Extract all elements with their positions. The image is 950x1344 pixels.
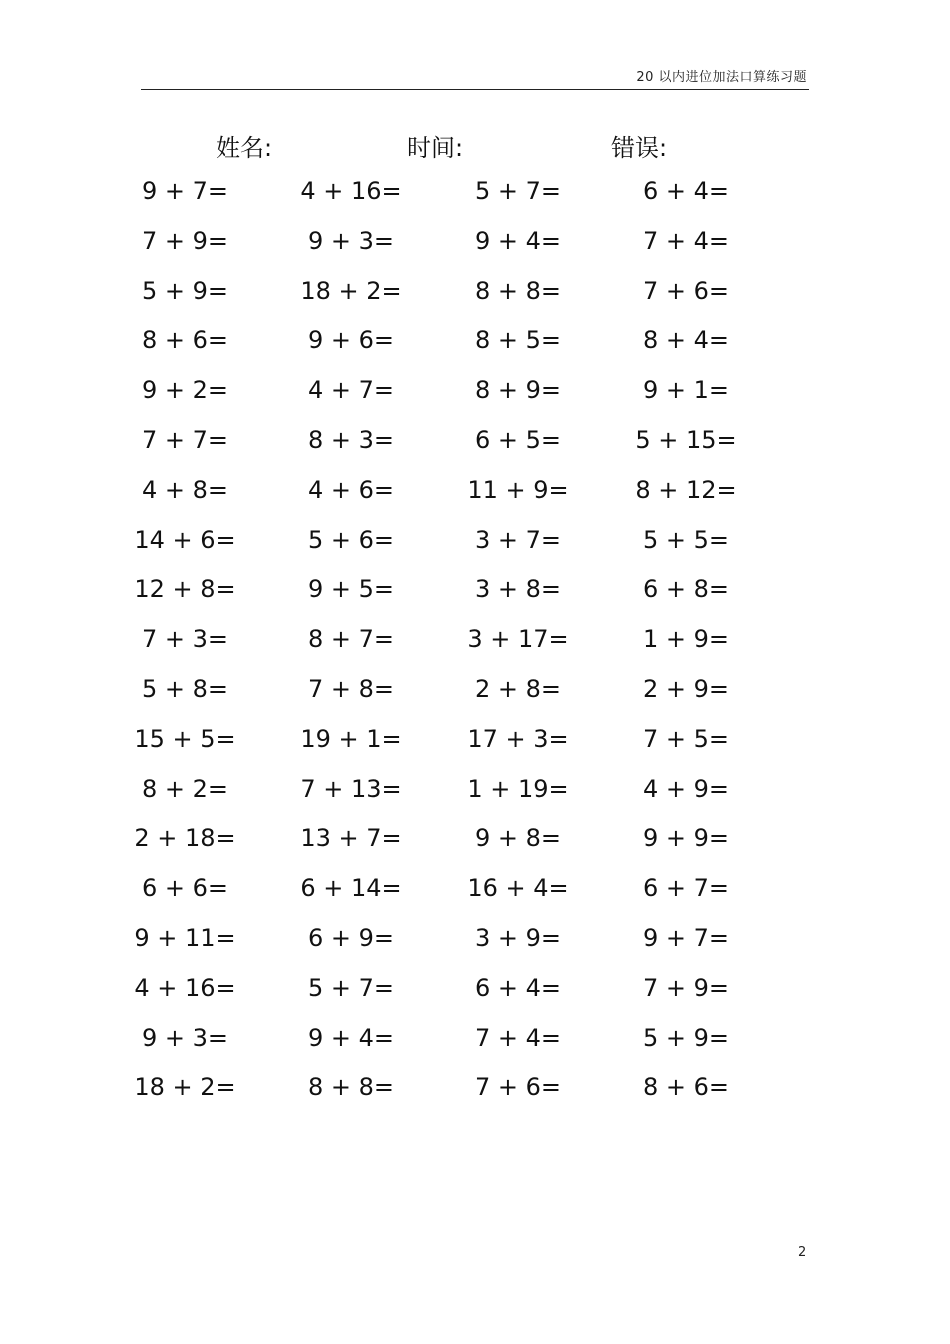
problem-item: 6 + 4= — [642, 177, 729, 205]
problem-row — [0, 669, 950, 719]
page-header-title: 20 以内进位加法口算练习题 — [636, 70, 807, 85]
problem-row — [0, 619, 950, 669]
errors-label: 错误: — [611, 134, 668, 162]
problem-item: 7 + 5= — [642, 724, 729, 753]
problem-row — [0, 868, 950, 918]
problem-item: 9 + 5= — [307, 575, 394, 604]
problem-item: 2 + 18= — [134, 824, 236, 853]
problem-item: 4 + 6= — [307, 475, 394, 504]
problem-item: 4 + 16= — [134, 973, 236, 1002]
problem-item: 3 + 17= — [467, 625, 569, 654]
problem-item: 4 + 8= — [141, 475, 228, 504]
problem-item: 9 + 7= — [141, 177, 228, 205]
name-label: 姓名: — [216, 134, 273, 162]
problem-item: 9 + 4= — [307, 1023, 394, 1052]
problem-item: 5 + 6= — [307, 525, 394, 554]
problem-item: 5 + 9= — [141, 276, 228, 305]
problem-row — [0, 520, 950, 570]
problem-item: 9 + 4= — [474, 226, 561, 255]
problem-item: 7 + 9= — [141, 226, 228, 255]
problem-item: 19 + 1= — [300, 724, 402, 753]
problem-item: 9 + 8= — [474, 824, 561, 853]
problem-item: 5 + 7= — [307, 973, 394, 1002]
problem-row — [0, 171, 950, 221]
problem-item: 8 + 6= — [642, 1073, 729, 1102]
problem-item: 4 + 9= — [642, 774, 729, 803]
problem-item: 6 + 14= — [300, 874, 402, 903]
problem-item: 5 + 9= — [642, 1023, 729, 1052]
problem-row — [0, 769, 950, 819]
problem-item: 11 + 9= — [467, 475, 569, 504]
problem-item: 8 + 12= — [635, 475, 737, 504]
problem-item: 8 + 8= — [474, 276, 561, 305]
problem-row — [0, 1018, 950, 1068]
problem-item: 8 + 4= — [642, 326, 729, 355]
problem-item: 4 + 16= — [300, 177, 402, 205]
problem-item: 18 + 2= — [300, 276, 402, 305]
problem-item: 9 + 6= — [307, 326, 394, 355]
problem-item: 9 + 9= — [642, 824, 729, 853]
problem-row — [0, 968, 950, 1018]
problem-item: 9 + 1= — [642, 376, 729, 405]
problem-item: 12 + 8= — [134, 575, 236, 604]
problem-item: 1 + 19= — [467, 774, 569, 803]
problem-row — [0, 320, 950, 370]
problem-item: 8 + 8= — [307, 1073, 394, 1102]
problem-item: 5 + 5= — [642, 525, 729, 554]
problem-item: 17 + 3= — [467, 724, 569, 753]
problem-item: 8 + 2= — [141, 774, 228, 803]
problem-item: 7 + 8= — [307, 674, 394, 703]
problem-item: 7 + 6= — [642, 276, 729, 305]
problem-item: 7 + 4= — [474, 1023, 561, 1052]
problem-item: 6 + 8= — [642, 575, 729, 604]
problem-row — [0, 818, 950, 868]
problem-item: 6 + 9= — [307, 923, 394, 952]
problem-item: 7 + 4= — [642, 226, 729, 255]
problem-item: 3 + 7= — [474, 525, 561, 554]
problem-item: 9 + 7= — [642, 923, 729, 952]
problem-item: 6 + 5= — [474, 425, 561, 454]
problem-row — [0, 470, 950, 520]
problem-item: 8 + 7= — [307, 625, 394, 654]
problem-item: 16 + 4= — [467, 874, 569, 903]
problem-item: 8 + 6= — [141, 326, 228, 355]
problem-item: 2 + 9= — [642, 674, 729, 703]
problem-item: 8 + 9= — [474, 376, 561, 405]
problem-item: 7 + 6= — [474, 1073, 561, 1102]
problem-row — [0, 719, 950, 769]
problem-item: 9 + 11= — [134, 923, 236, 952]
problem-row — [0, 370, 950, 420]
problem-item: 6 + 7= — [642, 874, 729, 903]
problem-item: 15 + 5= — [134, 724, 236, 753]
problem-item: 1 + 9= — [642, 625, 729, 654]
problem-row — [0, 569, 950, 619]
problem-item: 13 + 7= — [300, 824, 402, 853]
problem-item: 7 + 9= — [642, 973, 729, 1002]
problem-item: 9 + 3= — [141, 1023, 228, 1052]
problem-item: 7 + 3= — [141, 625, 228, 654]
problem-item: 7 + 7= — [141, 425, 228, 454]
problem-item: 3 + 9= — [474, 923, 561, 952]
problem-item: 14 + 6= — [134, 525, 236, 554]
problem-item: 6 + 6= — [141, 874, 228, 903]
problem-item: 3 + 8= — [474, 575, 561, 604]
time-label: 时间: — [407, 134, 464, 162]
problem-item: 18 + 2= — [134, 1073, 236, 1102]
problem-item: 8 + 5= — [474, 326, 561, 355]
problem-row — [0, 420, 950, 470]
problem-row — [0, 221, 950, 271]
problem-item: 5 + 15= — [635, 425, 737, 454]
problem-item: 5 + 7= — [474, 177, 561, 205]
header-divider — [141, 89, 809, 90]
problem-item: 9 + 2= — [141, 376, 228, 405]
problem-grid — [0, 171, 950, 1117]
problem-row — [0, 918, 950, 968]
problem-item: 4 + 7= — [307, 376, 394, 405]
problem-item: 5 + 8= — [141, 674, 228, 703]
page-number: 2 — [798, 1245, 807, 1260]
problem-item: 7 + 13= — [300, 774, 402, 803]
problem-row — [0, 271, 950, 321]
problem-item: 6 + 4= — [474, 973, 561, 1002]
problem-item: 8 + 3= — [307, 425, 394, 454]
problem-item: 9 + 3= — [307, 226, 394, 255]
problem-row — [0, 1067, 950, 1117]
problem-item: 2 + 8= — [474, 674, 561, 703]
